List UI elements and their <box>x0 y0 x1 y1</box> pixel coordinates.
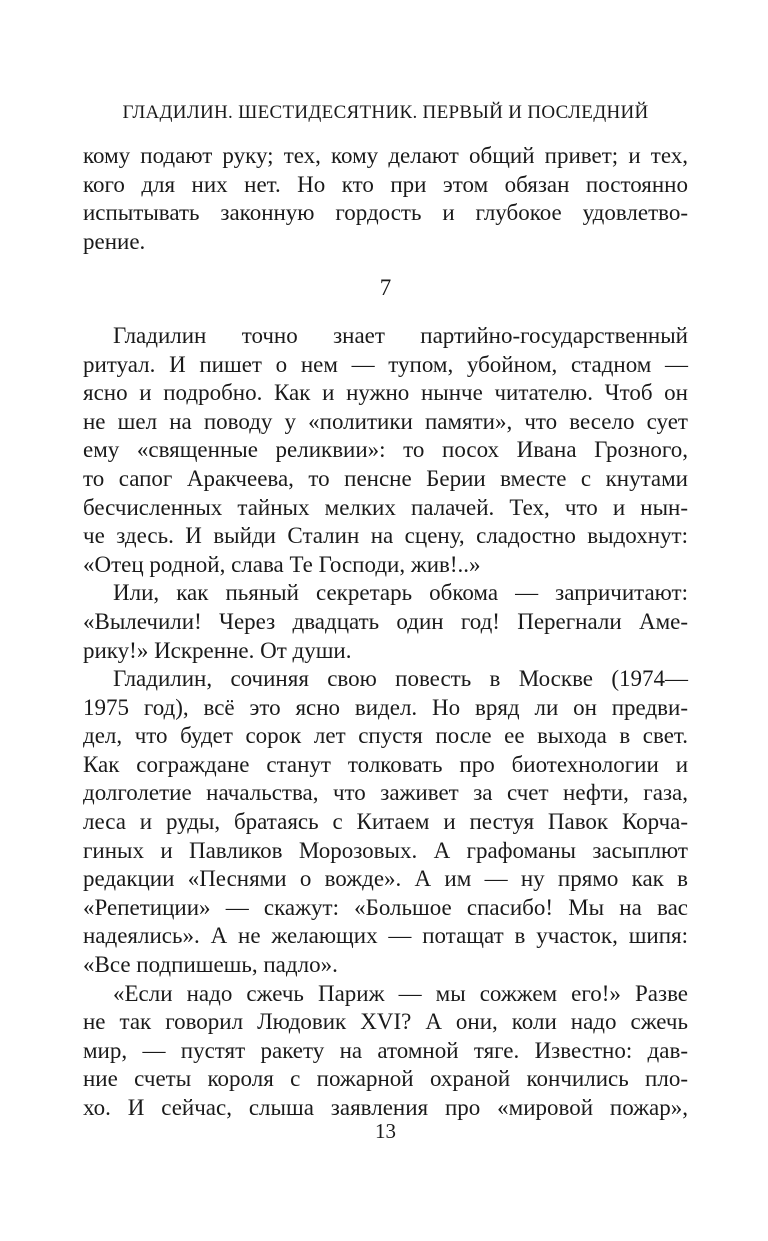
text-line: надеялись». А не желающих — потащат в участок, шипя: <box>83 923 688 949</box>
text-line: «Репетиции» — скажут: «Большое спасибо! Мы на вас <box>83 894 688 920</box>
text-line: ние счеты короля с пожарной охраной кончились пло- <box>83 1066 688 1092</box>
text-line: «Все подпишешь, падло». <box>83 952 338 978</box>
text-line: «Отец родной, слава Те Господи, жив!..» <box>83 551 481 577</box>
section-number: 7 <box>379 275 392 301</box>
page-body <box>83 142 688 1123</box>
text-line: не шел на поводу у «политики памяти», что весело сует <box>83 408 688 434</box>
text-line: Или, как пьяный секретарь обкома — запричитают: <box>113 580 688 606</box>
text-line: че здесь. И выйди Сталин на сцену, сладостно выдохнут: <box>83 523 688 549</box>
text-line: кому подают руку; тех, кому делают общий привет; и тех, <box>83 143 688 168</box>
text-line: Как сограждане станут толковать про биотехнологии и <box>83 751 688 777</box>
text-line: редакции «Песнями о вожде». А им — ну прямо как в <box>83 866 688 892</box>
text-line: дел, что будет сорок лет спустя после ее выхода в свет. <box>83 723 688 749</box>
paragraph-3 <box>83 665 688 980</box>
text-line: ритуал. И пишет о нем — тупом, убойном, стадном — <box>83 351 688 377</box>
text-line: хо. И сейчас, слыша заявления про «мировой пожар», <box>83 1095 688 1120</box>
text-line: рение. <box>83 228 146 254</box>
text-line: «Если надо сжечь Париж — мы сожжем его!» Разве <box>113 980 688 1006</box>
text-line: гиных и Павликов Морозовых. А графоманы засыплют <box>83 837 688 863</box>
text-line: 1975 год), всё это ясно видел. Но вряд ли он предви- <box>83 694 688 720</box>
paragraph-4 <box>83 980 688 1123</box>
text-line: леса и руды, братаясь с Китаем и пестуя Павок Корча- <box>83 809 688 835</box>
text-line: долголетие начальства, что заживет за счет нефти, газа, <box>83 780 688 806</box>
text-line: Гладилин, сочиняя свою повесть в Москве (1974— <box>113 666 688 692</box>
text-line: испытывать законную гордость и глубокое удовлетво- <box>83 200 688 226</box>
text-line: бесчисленных тайных мелких палачей. Тех, что и нын- <box>83 494 688 520</box>
text-line: кого для них нет. Но кто при этом обязан постоянно <box>83 171 688 197</box>
paragraph-2 <box>83 579 688 665</box>
book-page <box>83 0 688 1241</box>
page-number: 13 <box>375 1119 396 1143</box>
text-line: то сапог Аракчеева, то пенсне Берии вместе с кнутами <box>83 465 688 491</box>
text-line: мир, — пустят ракету на атомной тяге. Известно: дав- <box>83 1037 688 1063</box>
text-line: ему «священные реликвии»: то посох Ивана Грозного, <box>83 437 688 463</box>
text-line: рику!» Искренне. От души. <box>83 637 352 663</box>
text-line: не так говорил Людовик XVI? А они, коли надо сжечь <box>83 1009 688 1035</box>
intro-paragraph <box>83 142 688 256</box>
paragraph-1 <box>83 322 688 579</box>
text-line: ясно и подробно. Как и нужно нынче читателю. Чтоб он <box>83 380 688 406</box>
running-head: ГЛАДИЛИН. ШЕСТИДЕСЯТНИК. ПЕРВЫЙ И ПОСЛЕДНИЙ <box>122 102 649 123</box>
text-line: «Вылечили! Через двадцать один год! Перегнали Аме- <box>83 608 688 634</box>
text-line: Гладилин точно знает партийно-государственный <box>113 322 688 348</box>
